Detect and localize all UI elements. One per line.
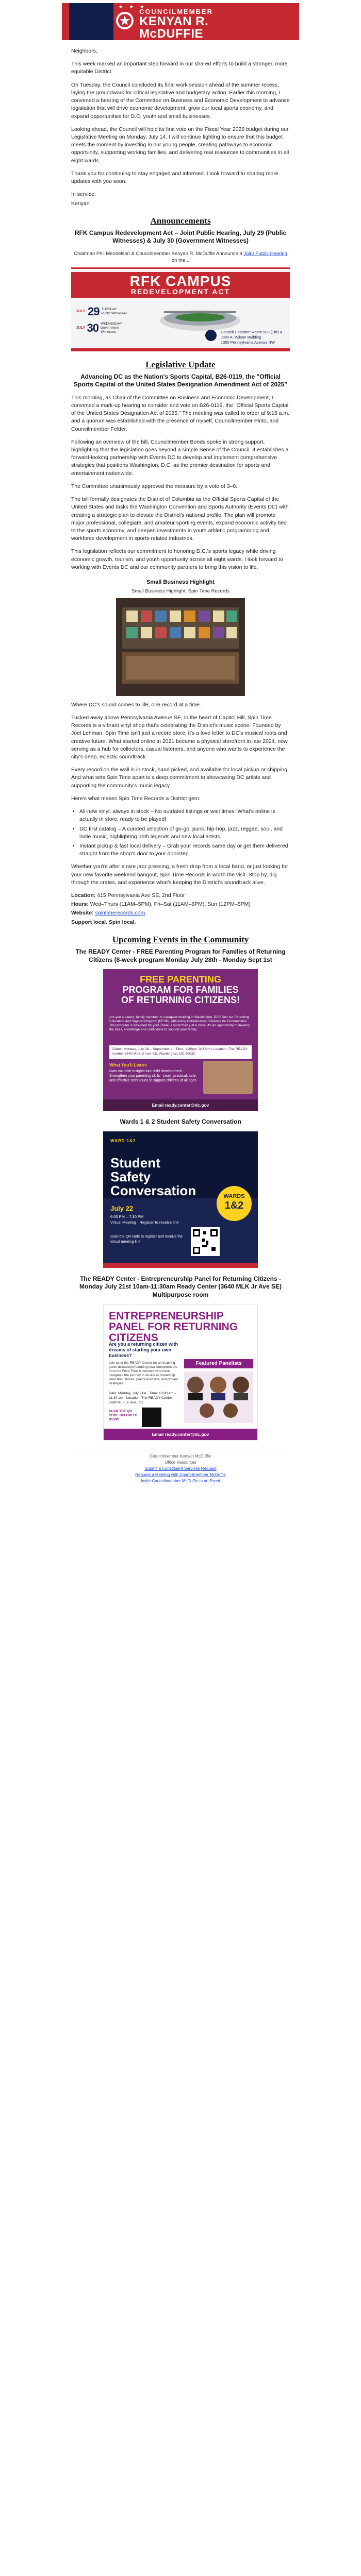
footer — [71, 1449, 290, 1484]
rfk-campus-graphic[interactable] — [71, 267, 290, 351]
erc-featured-label: Featured Panelists — [184, 1359, 253, 1368]
event-title: Wards 1 & 2 Student Safety Conversation — [120, 1118, 241, 1126]
intro-paragraph: Looking ahead, the Council will hold its first vote on the Fiscal Year 2026 budget during our Legislative Meeting on Monday, July 14. I will continue fighting to ensure that this budget meets the moment by investing in our young people, creating pathways to economic opportunity, supporting working families, and delivering real resources to communities in all eight wards. — [71, 126, 289, 164]
intro-paragraph: On Tuesday, the Council concluded its final work session ahead of the summer recess, laying the groundwork for critical legislative and budgetary action. Earlier this morning, I convened a hearing of the Committee on Business and Economic Development to advance legislation that will drive economic development, grow our local sports economy, and expand opportunities for D.C. youth and small businesses. — [71, 81, 290, 120]
legislative-paragraph: This legislation reflects our commitment to honoring D.C.'s sports legacy while driving economic growth, tourism, and youth opportunity across all eight wards. I look forward to working with Events DC and our community partners to bring this vision to life. — [71, 548, 283, 570]
business-hours: Hours: Wed–Thurs (11AM–5PM), Fri–Sat (11AM–6PM), Sun (12PM–5PM) — [71, 901, 251, 908]
student-safety-poster[interactable] — [103, 1131, 258, 1268]
newsletter-content — [62, 40, 299, 1484]
rfk-footer-band — [71, 348, 290, 351]
erc-title: ENTREPRENEURSHIP PANEL FOR RETURNING CITIZENS — [109, 1310, 238, 1344]
parenting-poster-learn: What You'll Learn: Gain valuable insights into child development · Strengthen your parenting skills · Learn practical, safe, and effective techniques to support children of all ages — [109, 1062, 197, 1083]
business-website: Website: spintimerecords.com — [71, 910, 145, 917]
hearing-date-2: JULY 30 WEDNESDAY Government Witnesses — [76, 321, 122, 334]
business-tagline: Support local. Spin local. — [71, 919, 136, 925]
small-business-heading: Small Business Highlight — [146, 579, 215, 586]
list-item: • All-new vinyl, always in stock – No outdated listings or wait times: What's online is actually in store, ready to be played! — [79, 808, 290, 823]
erc-body: Join us at the READY Center for an inspiring panel discussion featuring local entrepreneurs from the Wise Tribe Movement who have navigated the journey to business ownership. Hear their stories, practical advice, and proven strategies. — [109, 1361, 178, 1386]
council-seal-small-icon — [205, 330, 217, 341]
event-title: The READY Center - FREE Parenting Program for Families of Returning Citizens (8-week program Monday July 28th - Monday Sept 1st — [75, 947, 286, 963]
erc-scan-label: SCAN THE QR CODE BELOW TO RSVP! — [109, 1410, 138, 1422]
ssc-instructions: Scan the QR code to register and receive the virtual meeting link — [110, 1234, 183, 1244]
list-item: • DC first catalog – A curated selection of go-go, punk, hip-hop, jazz, reggae, soul, and indie music, highlighting both legends and new local artists. — [79, 825, 290, 841]
small-business-caption: Small Business Highlight: Spin Time Records — [131, 588, 230, 595]
parenting-poster-info: Dates: Monday, July 28 – September 1 | Time: 1:30pm–3:00pm | Location: The READY Center, 3640 MLK Jr Ave SE, Washington, DC 20032 — [109, 1045, 252, 1059]
ssc-ward-badge: WARDS 1&2 — [217, 1186, 252, 1221]
small-business-paragraph: Whether you're after a rare jazz pressing, a fresh drop from a local band, or just looking for your new favorite weekend hangout, Spin Time Records is worth the visit. Stop by, dig through the crates, and experience what's keeping the District's soundtrack alive. — [71, 863, 288, 886]
business-location: Location: 415 Pennsylvania Ave SE, 2nd Floor — [71, 892, 185, 899]
entrepreneurship-panel-poster[interactable] — [103, 1304, 258, 1440]
legislative-paragraph: The bill formally designates the District of Columbia as the Official Sports Capital of the United States and tasks the Washington Convention and Sports Authority (Events DC) with creating a strategic plan to elevate the District's national profile. The plan will promote major professional, collegiate, and amateur sporting events, expand economic activity tied to the sports economy, and deepen investments in youth athletic programming and workforce development in sports-related industries. — [71, 496, 289, 542]
spin-time-website-link[interactable]: spintimerecords.com — [95, 910, 145, 917]
hearing-caption: Chairman Phil Mendelson & Councilmember Kenyan R. McDuffie Announce a Joint Public Hearing on the... — [74, 250, 287, 264]
hearing-location: Council Chamber Room 500 (1hr) & John A. Wilson Building 1350 Pennsylvania Avenue NW — [221, 329, 283, 345]
footer-line: Councilmember Kenyan McDuffie — [150, 1454, 211, 1459]
hearing-date-1: JULY 29 TUESDAY Public Witnesses — [76, 304, 127, 318]
rfk-subtitle: REDEVELOPMENT ACT — [130, 287, 231, 296]
record-store-photo-icon — [116, 598, 245, 696]
parenting-poster-email[interactable]: Email ready.center@dc.gov — [103, 1099, 258, 1111]
intro-paragraph: Thank you for continuing to stay engaged and informed. I look forward to sharing more updates with you soon. — [71, 170, 278, 185]
events-heading: Upcoming Events in the Community — [112, 934, 249, 944]
intro-signoff: In service, — [71, 191, 96, 198]
qr-code-icon[interactable] — [191, 1227, 220, 1256]
header-stars: ★ ★ ★ — [119, 4, 147, 9]
small-business-paragraph: Where DC's sound comes to life, one record at a time. — [71, 701, 201, 708]
councilmember-first-name: KENYAN R. — [139, 14, 209, 28]
ssc-title: Student Safety Conversation — [110, 1155, 196, 1198]
legislative-paragraph: This morning, as Chair of the Committee on Business and Economic Development, I convened a mark-up hearing to consider and vote on B26-0119, the "Official Sports Capital of the United States Designation Act of 2025." The meeting was called to order at 9:15 a.m. and a quorum was established with the presence of myself, Councilmember Pinto, and Councilmember Felder. — [71, 394, 290, 432]
councilmember-name-block — [139, 8, 213, 40]
erc-question: Are you a returning citizen with dreams of starting your own business? — [109, 1342, 178, 1359]
legislative-subheading: Advancing DC as the Nation's Sports Capital, B26-0119, the "Official Sports Capital of the United States Designation Amendment Act of 2025" — [73, 372, 288, 388]
header-navy-block — [69, 3, 113, 40]
hearing-dates — [76, 305, 133, 338]
request-meeting-link[interactable]: Request a Meeting with Councilmember McDuffie — [135, 1472, 226, 1478]
legislative-paragraph: Following an overview of the bill, Councilmember Bonds spoke in strong support, highlighting that the legislation goes beyond a simple Sense of the Council. It establishes a forward-looking partnership with Events DC to develop and implement comprehensive strategies that positions Washington, D.C. as the premier destination for sports and entertainment nationwide. — [71, 438, 289, 477]
invite-to-event-link[interactable]: Invite Councilmember McDuffie to an Event — [141, 1479, 220, 1484]
ssc-ward-label: WARD 1&2 — [110, 1138, 136, 1143]
legislative-paragraph: The Committee unanimously approved the measure by a vote of 3–0. — [71, 483, 238, 489]
intro-greeting: Neighbors, — [71, 48, 97, 54]
ssc-time: 6:00 PM – 7:30 PM Virtual Meeting · Register to receive link — [110, 1214, 179, 1225]
event-title: The READY Center - Entrepreneurship Panel for Returning Citizens - Monday July 21st 10am-11:30am Ready Center (3640 MLK Jr Ave SE) Multipurpose room — [79, 1275, 282, 1298]
parenting-poster-title: FREE PARENTING PROGRAM FOR FAMILIES OF RETURNING CITIZENS! — [121, 974, 240, 1006]
small-business-paragraph: Every record on the wall is in stock, hand picked, and available for local pickup or shipping. And what sets Spin Time apart is a deep commitment to showcasing DC artists and supporting the community's music legacy. — [71, 767, 289, 789]
small-business-paragraph: Tucked away above Pennsylvania Avenue SE, in the heart of Capitol Hill, Spin Time Records is a vibrant vinyl shop that's celebrating the District's music scene. Founded by Joel Lehman, Spin Time isn't just a record store, it's a love letter to DC's musical roots and creative future. What started online in 2021 became a physical storefront in late 2024, now serving as a hub for collectors, casual listeners, and anyone who wants to experience the city's deep, eclectic soundtrack. — [71, 714, 288, 760]
small-business-paragraph: Here's what makes Spin Time Records a District gem: — [71, 795, 201, 802]
ssc-date: July 22 — [110, 1204, 134, 1212]
legislative-heading: Legislative Update — [145, 359, 216, 369]
councilmember-last-name: McDUFFIE — [139, 27, 203, 41]
joint-public-hearing-link[interactable]: Joint Public Hearing — [243, 250, 287, 257]
parenting-program-poster[interactable] — [103, 969, 258, 1111]
intro-signature: Kenyan — [71, 200, 90, 207]
constituent-services-link[interactable]: Submit a Constituent Services Request — [144, 1466, 217, 1471]
small-business-bullets — [79, 808, 290, 858]
intro-paragraph: This week marked an important step forward in our shared efforts to build a stronger, more equitable District. — [71, 61, 288, 75]
stadium-illustration-icon — [118, 301, 241, 332]
family-photo — [203, 1061, 253, 1094]
erc-when: Date: Monday, July 21st · Time: 10:00 am – 11:30 am · Location: The READY Center, 3640 MLK Jr. Ave., SE — [109, 1392, 176, 1405]
header-banner — [62, 3, 299, 40]
ssc-bottom-band — [103, 1263, 258, 1268]
erc-email[interactable]: Email ready.center@dc.gov — [104, 1429, 257, 1440]
announcements-heading: Announcements — [150, 215, 211, 226]
newsletter-page — [62, 0, 299, 2576]
dc-council-seal-icon — [113, 7, 136, 36]
spin-time-records-photo — [116, 598, 245, 696]
qr-code-icon[interactable] — [142, 1408, 161, 1427]
footer-line: Office Resources — [165, 1460, 196, 1465]
list-item: • Instant pickup & fast local delivery – Grab your records same day or get them delivered straight from the shop's door to your doorstep. — [79, 842, 290, 858]
announcements-subheading: RFK Campus Redevelopment Act – Joint Public Hearing, July 29 (Public Witnesses) & July 30 (Government Witnesses) — [74, 229, 287, 245]
panelists-photo-icon — [184, 1371, 253, 1423]
councilmember-label: COUNCILMEMBER — [139, 8, 213, 15]
parenting-poster-body: Are you a parent, family member, or caregiver residing in Washington, DC? Join our Parenting Education and Support Program (PESP), offered by Collaborative Solutions for Communities. This program is designed for you! There is more than just a class, it's an opportunity to develop the tools, knowledge and confidence to support your family. — [109, 1015, 250, 1032]
rfk-title: RFK CAMPUS — [129, 273, 232, 289]
